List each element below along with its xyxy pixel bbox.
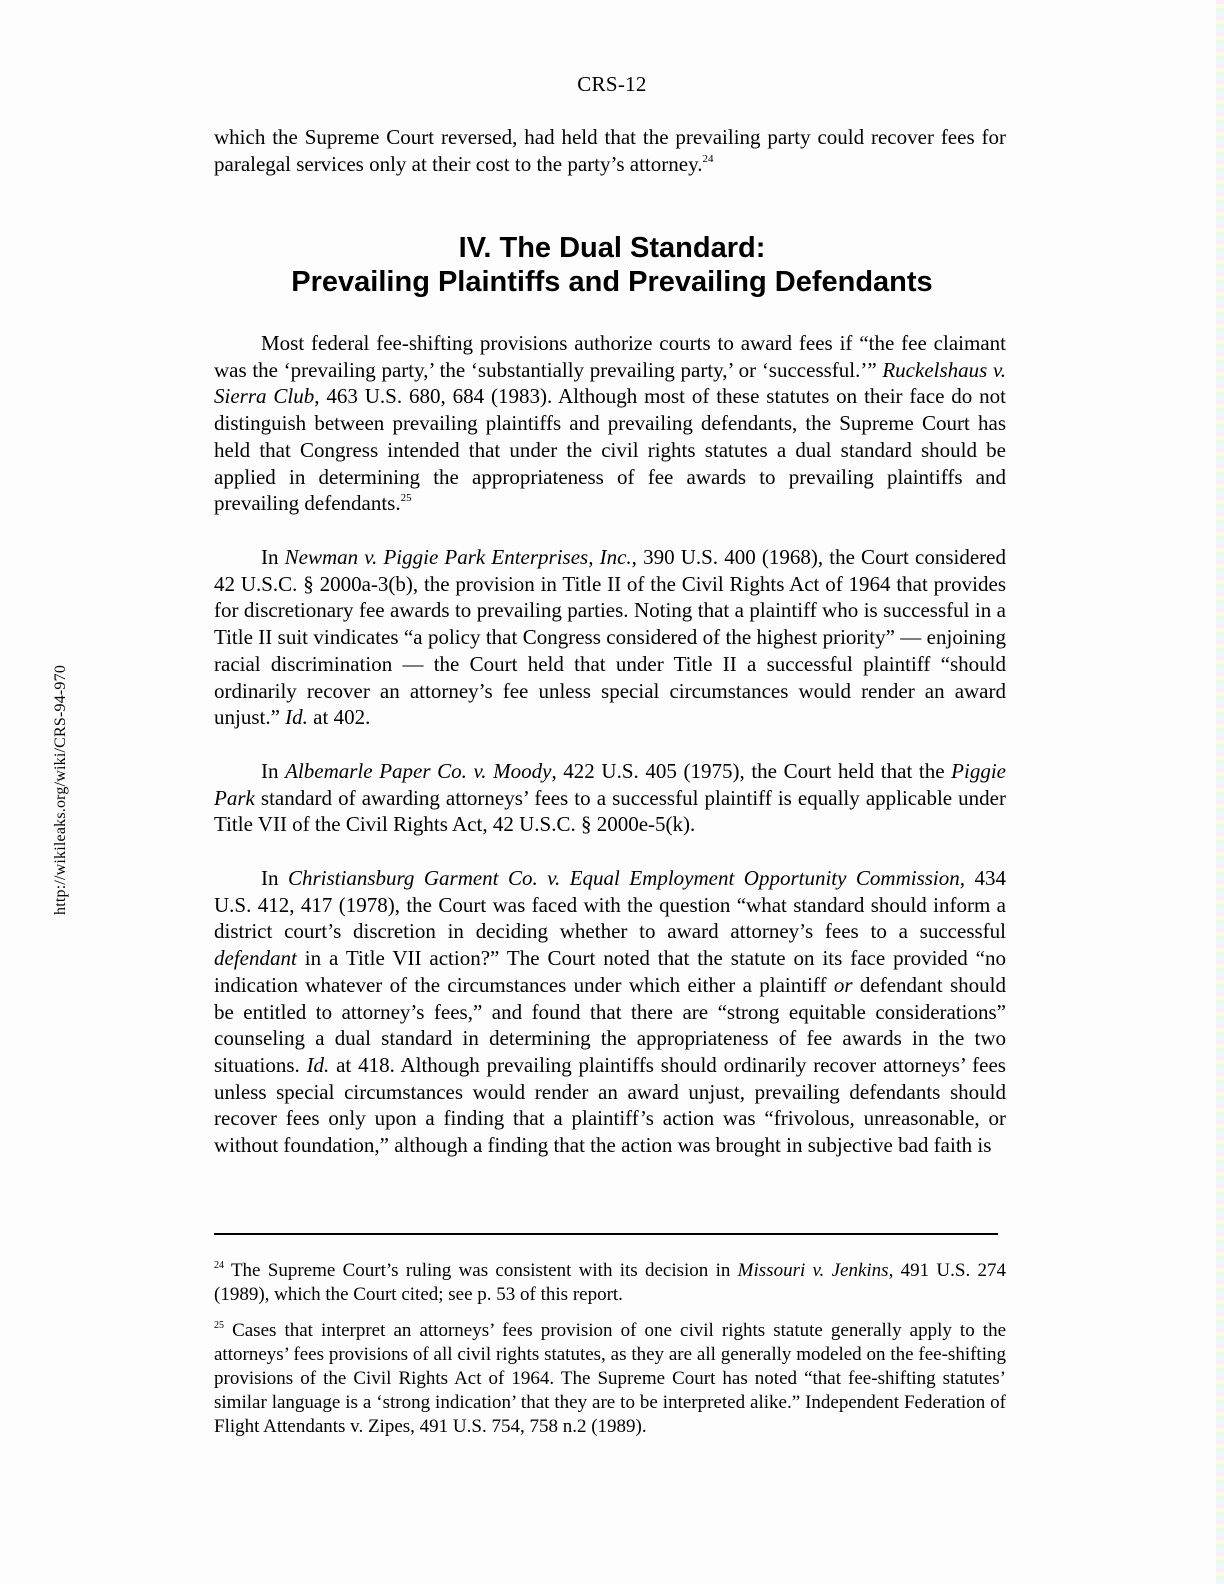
footnotes — [214, 1259, 1006, 1451]
case-citation: Ruckelshaus v. Sierra Club — [214, 357, 1007, 409]
paragraph-text: In — [261, 545, 285, 569]
paragraph-text: , 434 U.S. 412, 417 (1978), the Court was faced with the question “what standard should inform a district court’s discretion in deciding whether to award attorney’s fees to a successful — [214, 866, 1007, 944]
footnote-separator — [214, 1233, 998, 1235]
paragraph-text: at 402. — [307, 705, 371, 730]
paragraph-4 — [214, 865, 1006, 1159]
id-citation: Id. — [306, 1052, 330, 1077]
footnote-text: , 491 U.S. 274 (1989), which the Court cited; see p. 53 of this report. — [214, 1260, 1006, 1305]
paragraph-text: in a Title VII action?” The Court noted that the statute on its face provided “no indication whatever of the circumstances under which either a plaintiff — [214, 946, 1006, 997]
section-heading-line-2: Prevailing Plaintiffs and Prevailing Defendants — [291, 266, 933, 298]
footnote-ref-24[interactable]: 24 — [702, 152, 714, 165]
emphasis: or — [833, 972, 853, 997]
footnote-ref-25[interactable]: 25 — [400, 492, 412, 505]
footnote-text: The Supreme Court’s ruling was consistent with its decision in — [224, 1260, 738, 1281]
section-heading-line-1: IV. The Dual Standard: — [458, 232, 766, 264]
footnote-25 — [214, 1319, 1006, 1439]
case-citation: Piggie Park — [214, 759, 1006, 810]
paragraph-text: In — [261, 866, 288, 890]
paragraph-3 — [214, 758, 1006, 838]
case-citation: Missouri v. Jenkins — [737, 1260, 889, 1281]
case-citation: Albemarle Paper Co. v. Moody — [285, 759, 552, 783]
paragraph-1 — [214, 330, 1006, 517]
paragraph-text: , 463 U.S. 680, 684 (1983). Although most of these statutes on their face do not distinguish between prevailing plaintiffs and prevailing defendants, the Supreme Court has held that Congress intended that under the civil rights statutes a dual standard should be applied in determining the appropriateness of fee awards to prevailing plaintiffs and prevailing defendants. — [214, 384, 1006, 516]
page-number: CRS-12 — [577, 72, 647, 96]
continuation-text: which the Supreme Court reversed, had held that the prevailing party could recover fees for paralegal services only at their cost to the party’s attorney. — [214, 125, 1006, 176]
paragraph-text: Most federal fee-shifting provisions authorize courts to award fees if “the fee claimant was the ‘prevailing party,’ the ‘substantially prevailing party,’ or ‘successful.’” — [214, 331, 1006, 382]
paragraph-2 — [214, 544, 1006, 731]
footnote-24 — [214, 1259, 1006, 1307]
id-citation: Id. — [285, 705, 308, 730]
paragraph-text: at 418. Although prevailing plaintiffs should ordinarily recover attorneys’ fees unless special circumstances would render an award unjust, prevailing defendants should recover fees only upon a finding that a plaintiff’s action was “frivolous, unreasonable, or without foundation,” although a finding that the action was brought in subjective bad faith is — [214, 1052, 1006, 1158]
paragraph-text: In — [261, 759, 286, 783]
paragraph-text: standard of awarding attorneys’ fees to a successful plaintiff is equally applicable under Title VII of the Civil Rights Act, 42 U.S.C. § 2000e-5(k). — [214, 785, 1006, 837]
section-heading — [0, 231, 1224, 299]
footnote-number: 24 — [214, 1260, 224, 1271]
continuation-paragraph — [214, 124, 1006, 177]
paragraph-text: , 422 U.S. 405 (1975), the Court held that the — [551, 759, 952, 783]
paragraph-text: , 390 U.S. 400 (1968), the Court considered 42 U.S.C. § 2000a-3(b), the provision in Title II of the Civil Rights Act of 1964 that provides for discretionary fee awards to prevailing parties. Noting that a plaintiff who is successful in a Title II suit vindicates “a policy that Congress considered of the highest priority” — enjoining racial discrimination — the Court held that under Title II a successful plaintiff “should ordinarily recover an attorney’s fee unless special circumstances would render an award unjust.” — [214, 545, 1006, 730]
footnote-text: Cases that interpret an attorneys’ fees provision of one civil rights statute generally apply to the attorneys’ fees provisions of all civil rights statutes, as they are all generally modeled on the fee-shifting provisions of the Civil Rights Act of 1964. The Supreme Court has noted “that fee-shifting statutes’ similar language is a ‘strong indication’ that they are to be interpreted alike.” Independent Federation of Flight Attendants v. Zipes, 491 U.S. 754, 758 n.2 (1989). — [214, 1320, 1006, 1437]
case-citation: Newman v. Piggie Park Enterprises, Inc. — [284, 545, 632, 569]
source-url-margin[interactable]: http://wikileaks.org/wiki/CRS-94-970 — [52, 664, 69, 915]
case-citation: Christiansburg Garment Co. v. Equal Employment Opportunity Commission — [287, 866, 960, 890]
emphasis: defendant — [214, 946, 297, 971]
footnote-number: 25 — [214, 1320, 224, 1331]
paragraph-text: defendant should be entitled to attorney’s fees,” and found that there are “strong equitable considerations” counseling a dual standard in determining the appropriateness of fee awards in the two situations. — [214, 972, 1007, 1077]
scan-edge-artifact — [1216, 0, 1224, 1584]
